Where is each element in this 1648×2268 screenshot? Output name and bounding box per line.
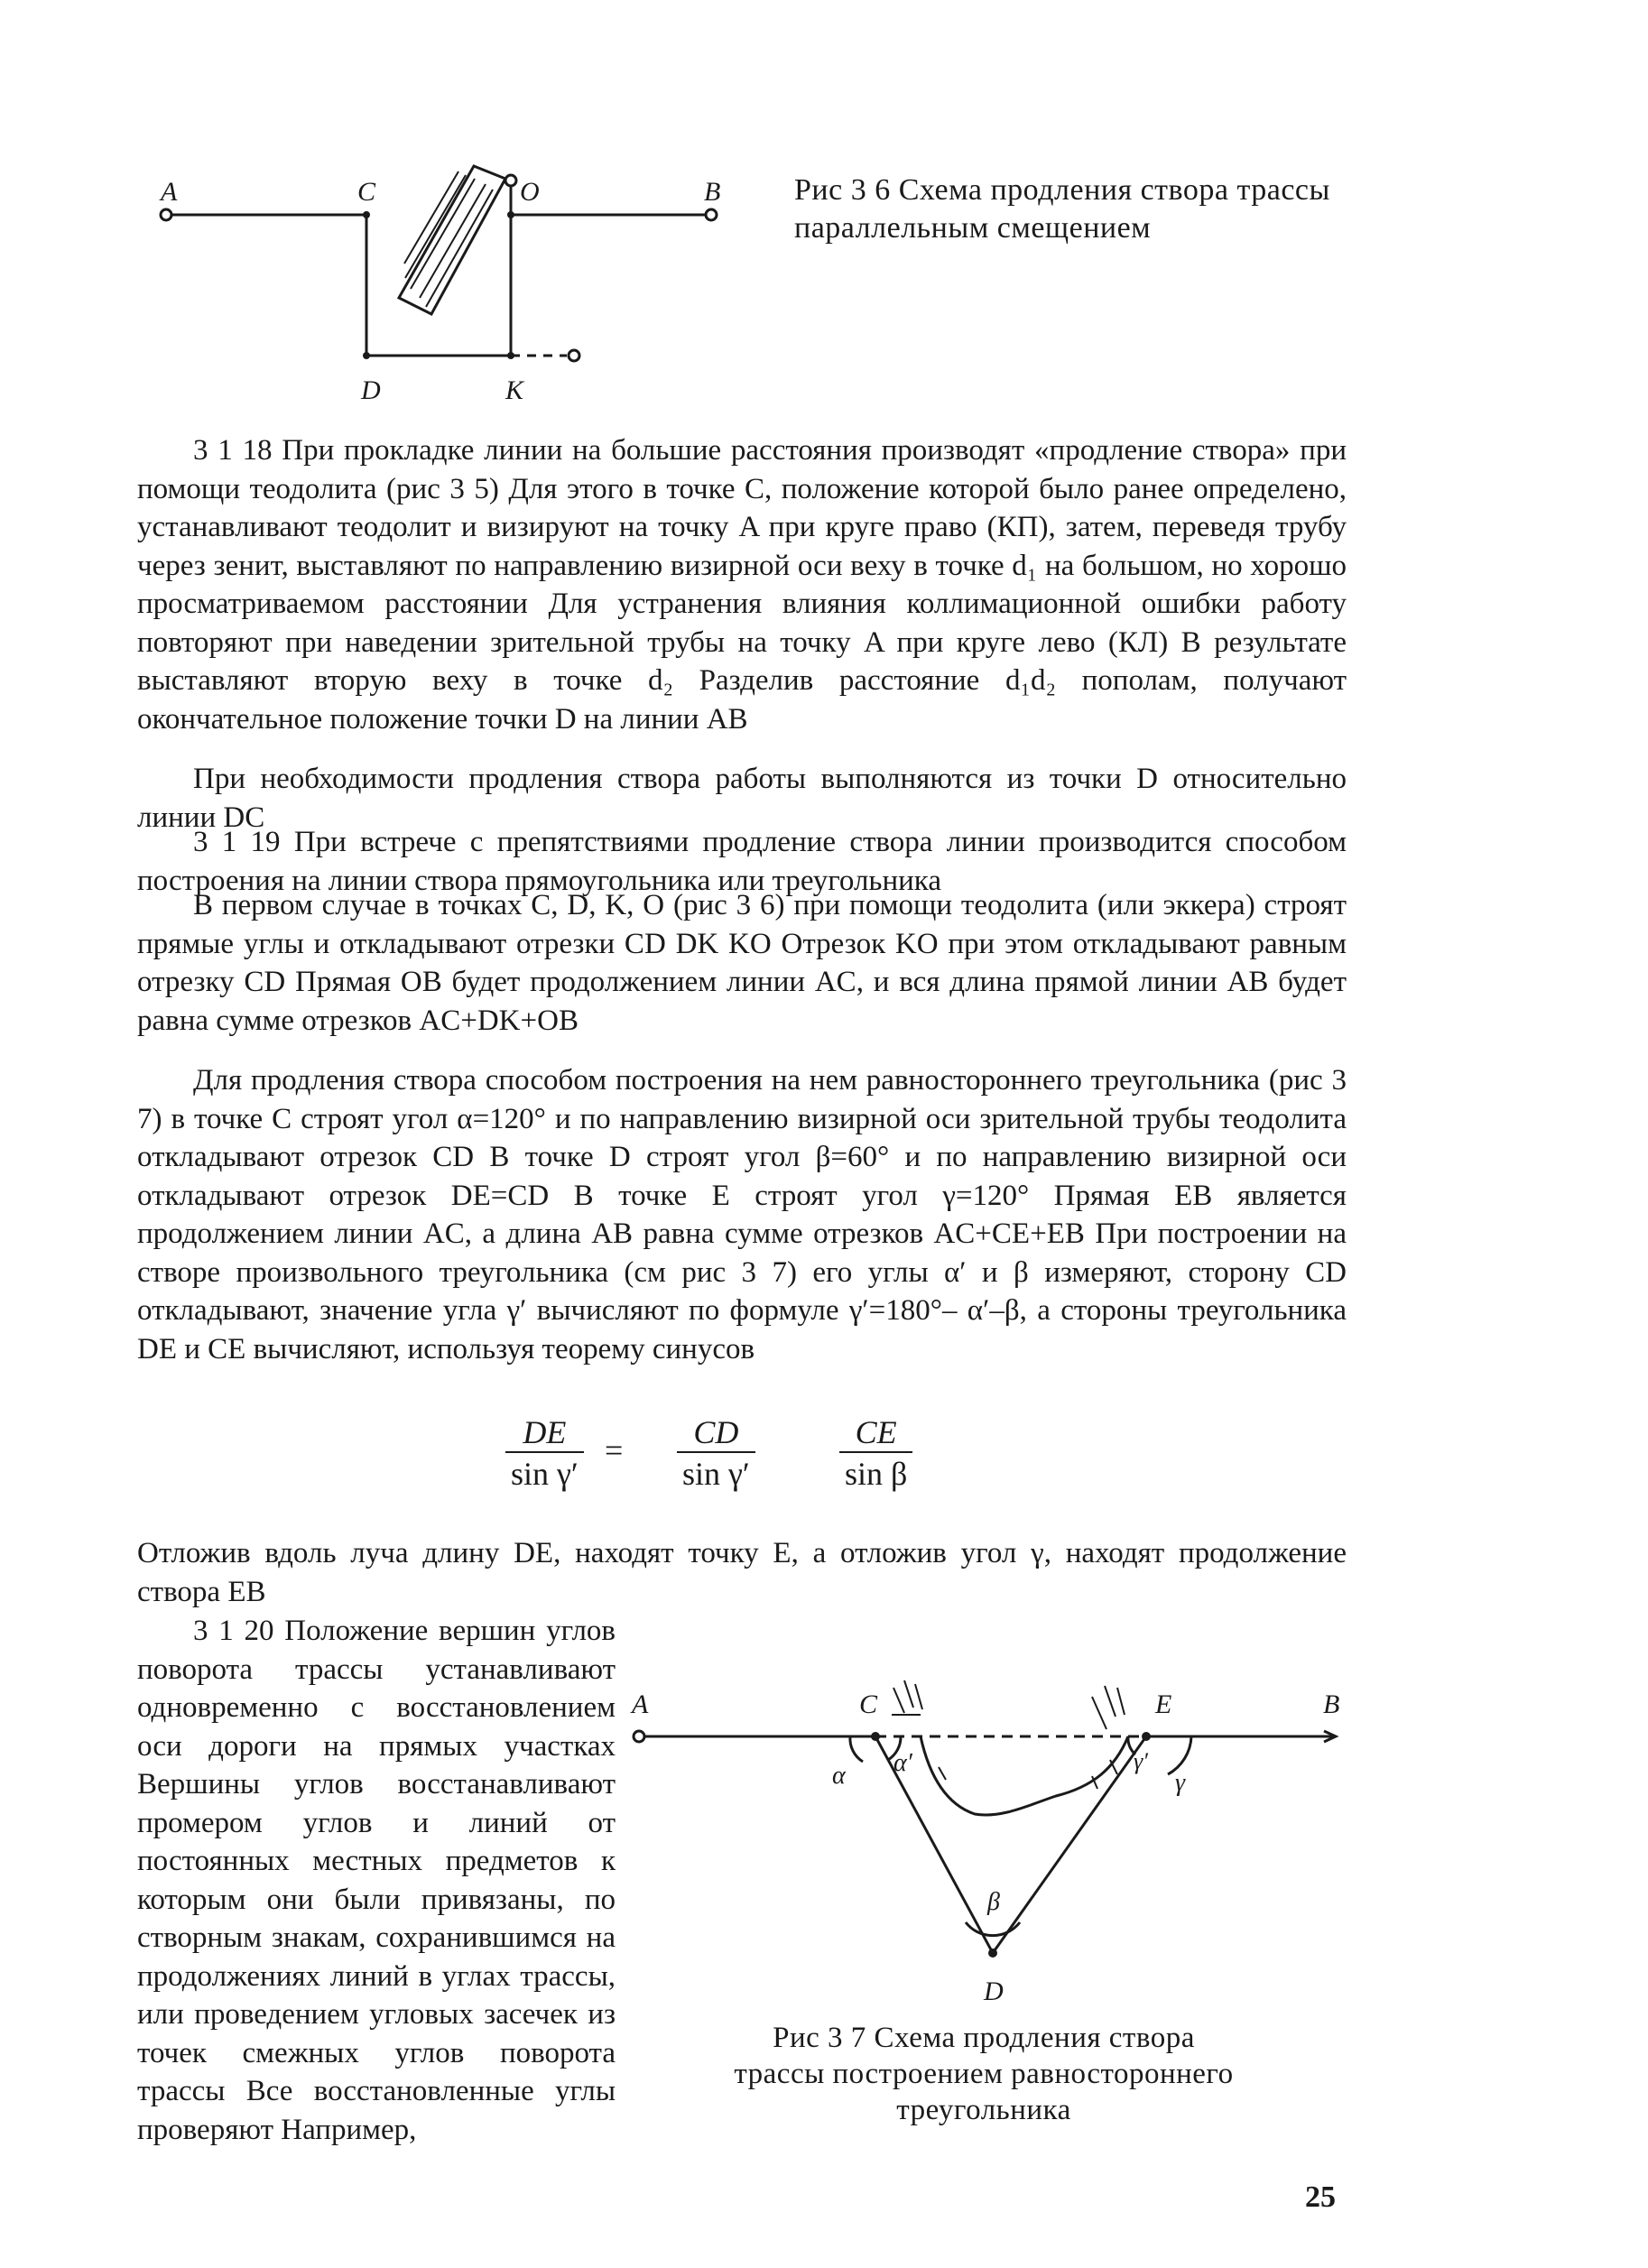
figure-3-7-diagram: [623, 1661, 1354, 2013]
paragraph-3-1-18: 3 1 18 При прокладке линии на большие расстояния производят «продление створа» при помощи теодолита (рис 3 5) Для этого в точке C, положение которой было ранее определено, устанавливают теодолит и визируют на точку A при круге право (КП), затем, переведя трубу через зенит, выставляют по направлению визирной оси веху в точке d₁ на большом, но хорошо просматриваемом расстоянии Для устранения влияния коллимационной ошибки работу повторяют при наведении зрительной трубы на точку A при круге лево (КЛ) В результате выставляют вторую веху в точке d₂ Разделив расстояние d₁d₂ пополам, получают окончательное положение точки D на линии AB: [137, 434, 1347, 736]
fraction-ce: [839, 1413, 912, 1493]
equals-sign: =: [605, 1432, 624, 1468]
paragraph-result: Отложив вдоль луча длину DE, находят точку E, а отложив угол γ, находят продолжение створа EB: [137, 1537, 1347, 1608]
paragraph-rectangle-method: В первом случае в точках C, D, K, O (рис 3 6) при помощи теодолита (или эккера) строят прямые углы и откладывают отрезки CD DK KO Отрезок KO при этом откладывают равным отрезку CD Прямая OB будет продолжением линии AC, и вся длина прямой линии AB будет равна сумме отрезков AC+DK+OB: [137, 889, 1347, 1037]
figure-3-6-diagram: [144, 162, 758, 415]
fig36-label-k: K: [505, 375, 524, 405]
fig37-label-alpha: α: [832, 1762, 846, 1790]
figure-3-6-caption: Рис 3 6 Схема продления створа трассы параллельным смещением: [794, 173, 1330, 245]
paragraph-3-1-19: 3 1 19 При встрече с препятствиями продление створа линии производится способом построения на линии створа прямоугольника или треугольника: [137, 826, 1347, 897]
figure-3-7-caption: [632, 2020, 1336, 2128]
fig37-label-beta: β: [987, 1888, 1000, 1916]
paragraph-triangle-method: Для продления створа способом построения на нем равностороннего треугольника (рис 3 7) в точке C строят угол α=120° и по направлению визирной оси зрительной трубы теодолита откладывают отрезок CD В точке D строят угол β=60° и по направлению визирной оси откладывают отрезок DE=CD В точке E строят угол γ=120° Прямая EB является продолжением линии AC, а длина AB равна сумме отрезков AC+CE+EB При построении на створе произвольного треугольника (см рис 3 7) его углы α′ и β измеряют, сторону CD откладывают, значение угла γ′ вычисляют по формуле γ′=180°– α′–β, а стороны треугольника DE и CE вычисляют, используя теорему синусов: [137, 1064, 1347, 1365]
fig36-label-o: O: [520, 177, 540, 207]
fraction-de: [505, 1413, 584, 1493]
fraction-ce-numerator: CE: [855, 1414, 897, 1450]
sine-theorem-formula: [487, 1413, 1029, 1513]
page-number: 25: [1305, 2180, 1336, 2214]
fig37-label-alpha-prime: α′: [893, 1749, 912, 1777]
fraction-cd-numerator: CD: [693, 1414, 739, 1450]
fig37-label-gamma: γ: [1175, 1769, 1186, 1797]
figure-3-7-caption-line3: треугольника: [896, 2094, 1071, 2126]
figure-3-6: [144, 162, 758, 415]
figure-3-7-caption-line2: трассы построением равностороннего: [734, 2058, 1234, 2090]
fig37-label-c: C: [859, 1689, 878, 1719]
fraction-de-denominator: sin γ′: [505, 1451, 584, 1493]
fig37-label-b: B: [1323, 1689, 1340, 1719]
fig36-label-c: C: [357, 177, 376, 207]
fig37-label-d: D: [984, 1976, 1004, 2006]
fig37-label-a: A: [632, 1689, 649, 1719]
figure-3-7-caption-line1: Рис 3 7 Схема продления створа: [773, 2022, 1195, 2054]
fig36-label-b: B: [704, 177, 721, 207]
fraction-ce-denominator: sin β: [839, 1451, 912, 1493]
figure-3-7: [623, 1661, 1354, 2013]
fig37-label-e: E: [1155, 1689, 1172, 1719]
paragraph-3-1-20: 3 1 20 Положение вершин углов поворота трассы устанавливают одновременно с восстановлением оси дороги на прямых участках Вершины углов восстанавливают промером углов и линий от постоянных местных предметов к которым они были привязаны, по створным знакам, сохранившимся на продолжениях линий в углах трассы, или проведением угловых засечек из точек смежных углов поворота трассы Все восстановленные углы проверяют Например,: [137, 1615, 616, 2146]
paragraph-continuation: При необходимости продления створа работы выполняются из точки D относительно линии DC: [137, 763, 1347, 834]
fraction-cd: [677, 1413, 755, 1493]
fig37-label-gamma-prime: γ′: [1134, 1748, 1148, 1774]
fraction-cd-denominator: sin γ′: [677, 1451, 755, 1493]
fig36-label-d: D: [361, 375, 381, 405]
fraction-de-numerator: DE: [523, 1414, 567, 1450]
fig36-label-a: A: [161, 177, 178, 207]
